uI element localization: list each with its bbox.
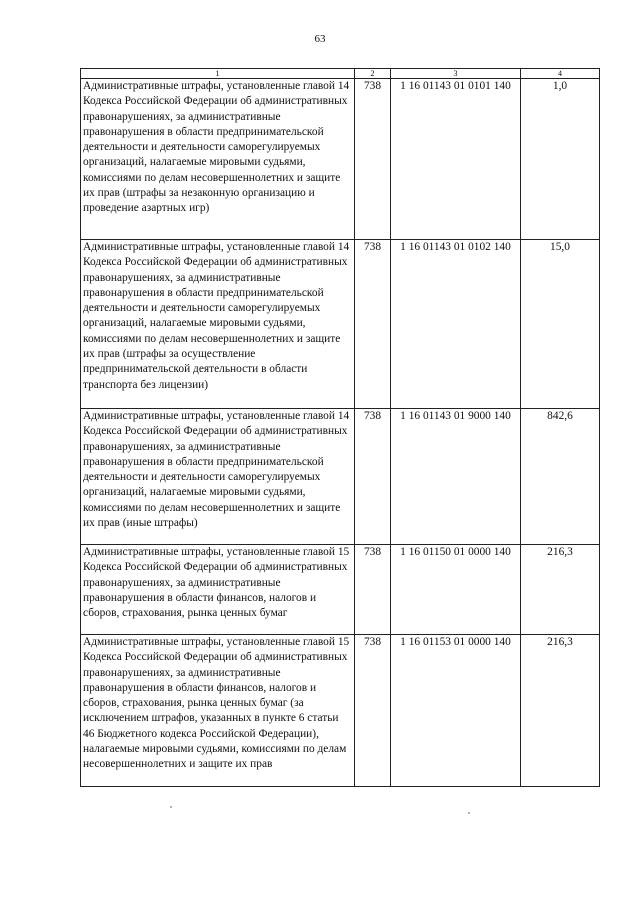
page-number: 63 <box>314 33 326 45</box>
row-amount: 1,0 <box>521 79 600 240</box>
row-description: Административные штрафы, установленные главой 14 Кодекса Российской Федерации об административных правонарушениях, за административные правонарушения в области предпринимательской деятельности и деятельности саморегулируемых организаций, налагаемые мировыми судьями, комиссиями по делам несовершеннолетних и защите их прав (штрафы за осуществление предпринимательской деятельности в области транспорта без лицензии) <box>81 240 355 409</box>
row-amount: 216,3 <box>521 545 600 635</box>
row-kbk-code: 1 16 01153 01 0000 140 <box>391 635 521 787</box>
row-description: Административные штрафы, установленные главой 14 Кодекса Российской Федерации об административных правонарушениях, за административные правонарушения в области предпринимательской деятельности и деятельности саморегулируемых организаций, налагаемые мировыми судьями, комиссиями по делам несовершеннолетних и защите их прав (штрафы за незаконную организацию и проведение азартных игр) <box>81 79 355 240</box>
row-amount: 216,3 <box>521 635 600 787</box>
scan-speck <box>468 812 470 814</box>
row-kbk-code: 1 16 01143 01 9000 140 <box>391 409 521 545</box>
row-kbk-code: 1 16 01143 01 0102 140 <box>391 240 521 409</box>
row-amount: 15,0 <box>521 240 600 409</box>
table-row <box>81 240 600 409</box>
column-header-2: 2 <box>355 69 391 79</box>
row-admin-code: 738 <box>355 409 391 545</box>
column-header-3: 3 <box>391 69 521 79</box>
row-description: Административные штрафы, установленные главой 14 Кодекса Российской Федерации об административных правонарушениях, за административные правонарушения в области предпринимательской деятельности и деятельности саморегулируемых организаций, налагаемые мировыми судьями, комиссиями по делам несовершеннолетних и защите их прав (иные штрафы) <box>81 409 355 545</box>
row-admin-code: 738 <box>355 79 391 240</box>
row-admin-code: 738 <box>355 635 391 787</box>
row-kbk-code: 1 16 01143 01 0101 140 <box>391 79 521 240</box>
budget-revenue-table <box>80 68 600 787</box>
row-amount: 842,6 <box>521 409 600 545</box>
column-header-4: 4 <box>521 69 600 79</box>
table-row <box>81 545 600 635</box>
row-admin-code: 738 <box>355 240 391 409</box>
table-row <box>81 79 600 240</box>
table-row <box>81 409 600 545</box>
row-admin-code: 738 <box>355 545 391 635</box>
row-description: Административные штрафы, установленные главой 15 Кодекса Российской Федерации об административных правонарушениях, за административные правонарушения в области финансов, налогов и сборов, страхования, рынка ценных бумаг (за исключением штрафов, указанных в пункте 6 статьи 46 Бюджетного кодекса Российской Федерации), налагаемые мировыми судьями, комиссиями по делам несовершеннолетних и защите их прав <box>81 635 355 787</box>
scan-speck <box>170 806 172 808</box>
row-description: Административные штрафы, установленные главой 15 Кодекса Российской Федерации об административных правонарушениях, за административные правонарушения в области финансов, налогов и сборов, страхования, рынка ценных бумаг <box>81 545 355 635</box>
column-header-1: 1 <box>81 69 355 79</box>
table-row <box>81 635 600 787</box>
table-header-row <box>81 69 600 79</box>
row-kbk-code: 1 16 01150 01 0000 140 <box>391 545 521 635</box>
